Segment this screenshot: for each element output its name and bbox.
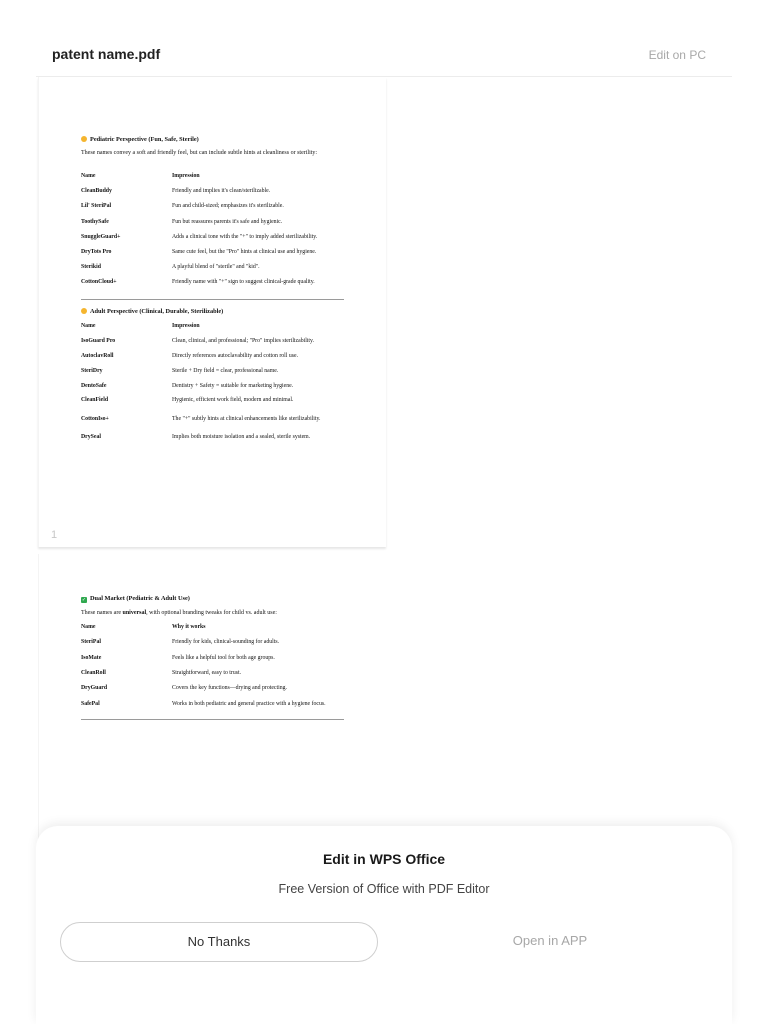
table-row: SafePal Works in both pediatric and general practice with a hygiene focus. (81, 701, 326, 707)
table-row: AutoclavRoll Directly references autoclavability and cotton roll use. (81, 353, 299, 359)
horizontal-rule (81, 299, 344, 300)
open-in-app-button[interactable]: Open in APP (512, 933, 588, 948)
section-intro-dual: These names are universal, with optional branding tweaks for child vs. adult use: (81, 610, 277, 616)
table-row: CleanRoll Straightforward, easy to trust. (81, 670, 242, 676)
table-row: IsoGuard Pro Clean, clinical, and professional; "Pro" implies sterilizability. (81, 338, 315, 344)
horizontal-rule (81, 719, 344, 720)
edit-on-pc-link[interactable]: Edit on PC (648, 48, 706, 62)
section-intro-pediatric: These names convey a soft and friendly feel, but can include subtle hints at cleanliness or sterility: (81, 150, 318, 156)
page-number: 1 (51, 529, 58, 541)
app-header (0, 0, 768, 76)
table-header: Name Impression (81, 323, 200, 329)
table-row: SteriPal Friendly for kids, clinical-sounding for adults. (81, 639, 280, 645)
section-title-pediatric: Pediatric Perspective (Fun, Safe, Sterile) (81, 136, 199, 143)
file-title: patent name.pdf (52, 46, 161, 62)
table-row: SnuggleGuard+ Adds a clinical tone with the "+" to imply added sterilizability. (81, 234, 318, 240)
table-row: Lil' SteriPal Fun and child-sized; emphasizes it's sterilizable. (81, 203, 284, 209)
yellow-face-icon (81, 308, 87, 314)
table-row: CleanBuddy Friendly and implies it's clean/sterilizable. (81, 188, 271, 194)
table-row: DryGuard Covers the key functions—drying and protecting. (81, 685, 287, 691)
table-row: DentoSafe Dentistry + Safety = suitable for marketing hygiene. (81, 383, 294, 389)
table-row: SteriDry Sterile + Dry field = clear, professional name. (81, 368, 279, 374)
table-row: CleanField Hygienic, efficient work field, modern and minimal. (81, 397, 294, 403)
table-row: IsoMate Feels like a helpful tool for both age groups. (81, 655, 275, 661)
yellow-face-icon (81, 136, 87, 142)
open-in-app-sheet (36, 826, 732, 1024)
pdf-page-2 (38, 554, 386, 844)
table-header: Name Why it works (81, 624, 206, 630)
table-row: DryTots Pro Same cute feel, but the "Pro" hints at clinical use and hygiene. (81, 249, 317, 255)
section-title-adult: Adult Perspective (Clinical, Durable, Sterilizable) (81, 308, 223, 315)
pdf-page-1 (38, 77, 386, 547)
table-row: CottonCloud+ Friendly name with "+" sign to suggest clinical-grade quality. (81, 279, 315, 285)
table-row: ToothySafe Fun but reassures parents it's safe and hygienic. (81, 219, 283, 225)
sheet-subtitle: Free Version of Office with PDF Editor (278, 882, 490, 896)
table-row: Sterikid A playful blend of "sterile" and "kid". (81, 264, 260, 270)
table-row: CottonIso+ The "+" subtly hints at clinical enhancements like sterilizability. (81, 416, 321, 422)
table-row: DrySeal Implies both moisture isolation and a sealed, sterile system. (81, 434, 311, 440)
table-header: Name Impression (81, 173, 200, 179)
no-thanks-button[interactable]: No Thanks (60, 922, 378, 962)
check-mark-icon: ✓ (81, 597, 87, 603)
section-title-dual: ✓ Dual Market (Pediatric & Adult Use) (81, 595, 190, 603)
sheet-title: Edit in WPS Office (322, 851, 446, 867)
